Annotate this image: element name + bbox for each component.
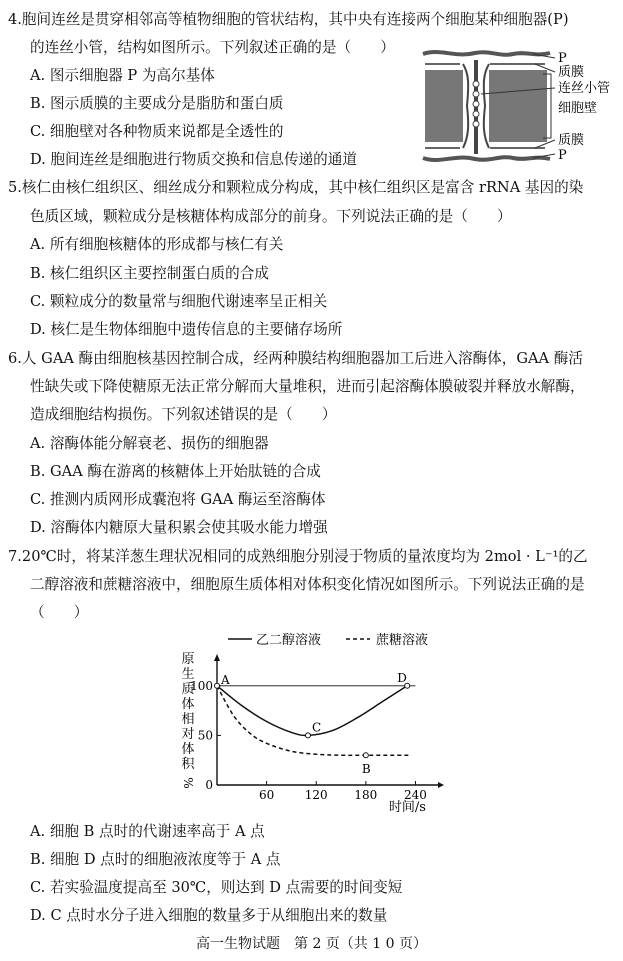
x-tick-label: 240 — [404, 788, 427, 802]
point-label-c: C — [311, 720, 322, 735]
q6-option-d[interactable]: D. 溶酶体内糖原大量积累会使其吸水能力增强 — [30, 519, 328, 536]
x-axis-label: 时间/s — [388, 800, 426, 815]
y-axis-unit: % — [181, 777, 195, 789]
page-footer: 高一生物试题 第 2 页（共 1 0 页） — [196, 936, 427, 952]
membrane-bottom — [423, 148, 550, 160]
q5-option-a[interactable]: A. 所有细胞核糖体的形成都与核仁有关 — [30, 236, 284, 253]
q4-option-b[interactable]: B. 图示质膜的主要成分是脂肪和蛋白质 — [30, 95, 284, 112]
q7-option-a[interactable]: A. 细胞 B 点时的代谢速率高于 A 点 — [30, 823, 265, 840]
point-label-a: A — [221, 672, 230, 687]
chart-legend — [228, 632, 428, 648]
label-tubule: 连丝小管 — [558, 81, 611, 96]
point-label-b: B — [361, 762, 371, 777]
q5-stem-line1: 5.核仁由核仁组织区、细丝成分和颗粒成分构成，其中核仁组织区是富含 rRNA 基因的染 — [8, 179, 584, 196]
label-p-bottom: P — [558, 148, 567, 163]
q5-stem-line2: 色质区域，颗粒成分是核糖体构成部分的前身。下列说法正确的是（ ） — [30, 208, 512, 225]
y-tick-label: 0 — [205, 778, 213, 792]
label-membrane-top: 质膜 — [558, 65, 585, 80]
y-axis-label-char: 生 — [181, 667, 195, 682]
membrane-top — [423, 52, 550, 64]
legend-ethylene-glycol: 乙二醇溶液 — [256, 633, 322, 648]
y-axis-arrow — [214, 654, 220, 661]
y-axis-label-char: 原 — [181, 652, 195, 667]
x-axis-arrow — [438, 782, 444, 788]
x-tick-label: 180 — [354, 788, 378, 802]
point-b — [363, 753, 368, 758]
q7-option-b[interactable]: B. 细胞 D 点时的细胞液浓度等于 A 点 — [30, 851, 281, 868]
label-cell-wall: 细胞壁 — [558, 101, 598, 116]
point-a — [215, 683, 220, 688]
point-label-d: D — [397, 670, 407, 685]
q7-option-c[interactable]: C. 若实验温度提高至 30℃，则达到 D 点需要的时间变短 — [30, 879, 403, 896]
y-axis-label-char: 积 — [181, 757, 195, 772]
plasmodesmata-figure — [415, 44, 620, 170]
cell-wall-left — [425, 70, 463, 142]
plasmodesma-channel — [463, 60, 489, 154]
q5-option-b[interactable]: B. 核仁组织区主要控制蛋白质的合成 — [30, 265, 269, 282]
label-membrane-bottom: 质膜 — [558, 133, 585, 148]
point-c — [305, 733, 310, 738]
q6-option-b[interactable]: B. GAA 酶在游离的核糖体上开始肽链的合成 — [30, 463, 321, 480]
y-axis-label-char: 对 — [181, 727, 195, 742]
x-tick-label: 120 — [304, 788, 328, 802]
q5-option-d[interactable]: D. 核仁是生物体细胞中遗传信息的主要储存场所 — [30, 321, 343, 338]
q6-option-a[interactable]: A. 溶酶体能分解衰老、损伤的细胞器 — [30, 435, 269, 452]
y-axis-label — [181, 652, 195, 789]
q4-stem-line2: 的连丝小管，结构如图所示。下列叙述正确的是（ ） — [30, 39, 395, 56]
chart-ticks — [190, 679, 427, 802]
q7-option-d[interactable]: D. C 点时水分子进入细胞的数量多于从细胞出来的数量 — [30, 907, 388, 924]
q6-stem-line2: 性缺失或下降使糖原无法正常分解而大量堆积，进而引起溶酶体膜破裂并释放水解酶， — [30, 378, 585, 395]
chart-points — [215, 671, 410, 776]
volume-chart — [170, 625, 450, 817]
y-axis-label-char: 体 — [181, 742, 195, 757]
y-axis-label-char: 体 — [181, 697, 195, 712]
q4-option-a[interactable]: A. 图示细胞器 P 为高尔基体 — [30, 67, 215, 84]
q7-stem-line3: （ ） — [30, 604, 89, 621]
q4-stem-line1: 4.胞间连丝是贯穿相邻高等植物细胞的管状结构，其中央有连接两个细胞某种细胞器(P) — [8, 11, 569, 28]
y-tick-label: 50 — [197, 728, 213, 743]
q7-stem-line1: 7.20℃时，将某洋葱生理状况相同的成熟细胞分别浸于物质的量浓度均为 2mol · L⁻¹的乙 — [8, 548, 588, 565]
q6-stem-line1: 6.人 GAA 酶由细胞核基因控制合成，经两种膜结构细胞器加工后进入溶酶体，GAA 酶活 — [8, 350, 583, 367]
q7-stem-line2: 二醇溶液和蔗糖溶液中，细胞原生质体相对体积变化情况如图所示。下列说法正确的是 — [30, 576, 585, 593]
cell-wall-right — [489, 70, 547, 142]
q6-stem-line3: 造成细胞结构损伤。下列叙述错误的是（ ） — [30, 406, 337, 423]
y-axis-label-char: 相 — [181, 712, 195, 727]
y-axis-label-char: 质 — [181, 682, 195, 697]
q4-option-c[interactable]: C. 细胞壁对各种物质来说都是全透性的 — [30, 123, 284, 140]
label-p-top: P — [558, 51, 567, 66]
legend-sucrose: 蔗糖溶液 — [376, 633, 429, 648]
q4-option-d[interactable]: D. 胞间连丝是细胞进行物质交换和信息传递的通道 — [30, 151, 357, 168]
q6-option-c[interactable]: C. 推测内质网形成囊泡将 GAA 酶运至溶酶体 — [30, 491, 326, 508]
q5-option-c[interactable]: C. 颗粒成分的数量常与细胞代谢速率呈正相关 — [30, 293, 328, 310]
x-tick-label: 60 — [258, 788, 275, 802]
y-tick-label: 100 — [190, 678, 213, 693]
